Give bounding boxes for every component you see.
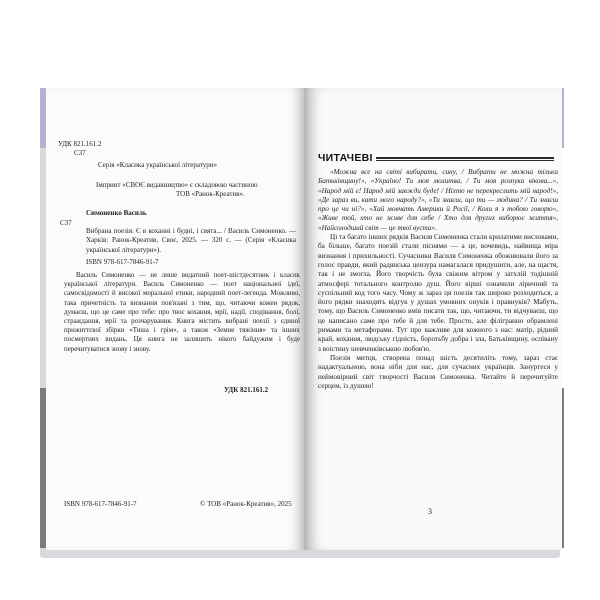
isbn-bottom: ISBN 978-617-7846-91-7 xyxy=(64,500,137,508)
left-page xyxy=(46,88,304,550)
page-number: 3 xyxy=(428,507,432,516)
library-code: С37 xyxy=(74,149,86,157)
title-rule xyxy=(376,157,554,159)
udc-code: УДК 821.161.2 xyxy=(58,140,102,148)
copyright: © ТОВ «Ранок-Креатив», 2025 xyxy=(200,500,292,508)
open-book xyxy=(40,88,560,558)
library-code-bib: С37 xyxy=(60,219,72,227)
title-rule-thin xyxy=(376,160,554,161)
right-page xyxy=(304,88,562,550)
udc-code-bottom: УДК 821.161.2 xyxy=(224,386,269,394)
imprint-line-2: ТОВ «Ранок-Креатив». xyxy=(176,190,245,198)
imprint-line: Імпринт «СВОЄ видавництво» є складовою частиною xyxy=(96,181,258,189)
series-name: Серія «Класика української літератури» xyxy=(98,161,218,169)
author-heading: Симоненко Василь xyxy=(86,209,147,217)
foreword-text xyxy=(318,168,558,391)
quote-paragraph: «Можна все на світі вибирати, сину, / Вибрати не можна тільки Батьківщину!», «Україно! Ти моя молитва, / Ти моя розпука віковa...», «Народ мій є! Народ мій завжди буде! / Ніхто не перекреслить мій народ!», «Де зараз ви, кати мого народу?», «Ти знаєш, що ти — людина? / Ти знаєш про це чи ні?», «Хай мовчать Америки й Росії, / Коли я з тобою говорю», «Живе той, хто не живе для себе / Хто для других виборює життя», «Найсолодший світ — це твої вуста». xyxy=(318,168,558,232)
bibliographic-record: Вибрана поезія. Є в коханні і будні, і свята... / Василь Симоненко. — Харків: Ранок-Креатив, Своє, 2025. — 320 с. — (Серія «Класика української літератури»). xyxy=(86,227,296,254)
isbn-top: ISBN 978-617-7846-91-7 xyxy=(86,258,159,266)
foreword-paragraph-1: Ці та багато інших рядків Василя Симоненка стали крилатими висловами, ба більше, багато поезій стали піснями — а це, вочевидь, найвища міра визнання і прихильності. Сучасники Василя Симоненка обожнювали його за голос правди, який радянська цензура намагалася придушити, але, на щастя, так і не змогла. Його творчість була свіжим вітром у затхлій тодішній атмосфері тотального контролю душ. Його вірші означили ліричний та суспільний код того часу. Чому ж зараз ця поезія так широко розходиться, а його рядки знаходять відгук у душах умовних онуків і правнуків? Мабуть, тому, що Василь Симоненко вмів писати так, що, читаючи, ти відчуваєш, що це написано саме про тебе й для тебе. Просто, але філігранно обрамлені римами та метафорами. Тут про важливе для кожного з нас: матір, рідний край, кохання, людську гідність, боротьбу добра і зла, Батьківщину, оспівану з воістину шевченківською любов'ю. xyxy=(318,233,558,353)
page-title: ЧИТАЧЕВІ xyxy=(318,152,373,164)
foreword-paragraph-2: Поезія митця, створена понад шість десятиліть тому, зараз стає надактуальною, вона ніби для нас, для сучасних українців. Зануртеся у неймовірний світ творчості Василя Симоненка. Читайте й перечитуйте серцем, із душею! xyxy=(318,353,558,390)
annotation: Василь Симоненко — не лише видатний поет-шістдесятник і класик української літератури. Василь Симоненко — поет національної ідеї, самосвідомості й високої моральної етики, народний поет-легенда. Можливо, така причетність та визнання пов'язані з тим, що, читаючи кожен рядок, думаєш, що це саме про тебе: про твоє кохання, мрії, надії, сподівання, болі, страждання, мрії та розчарування. Книга містить вибрані поезії з єдиної прижиттєвої збірки «Тиша і грім», а також «Земне тяжіння» та інших посмертних видань. Ця книга не залишить нікого байдужим і буде перечитуватися знову і знову. xyxy=(64,272,300,353)
